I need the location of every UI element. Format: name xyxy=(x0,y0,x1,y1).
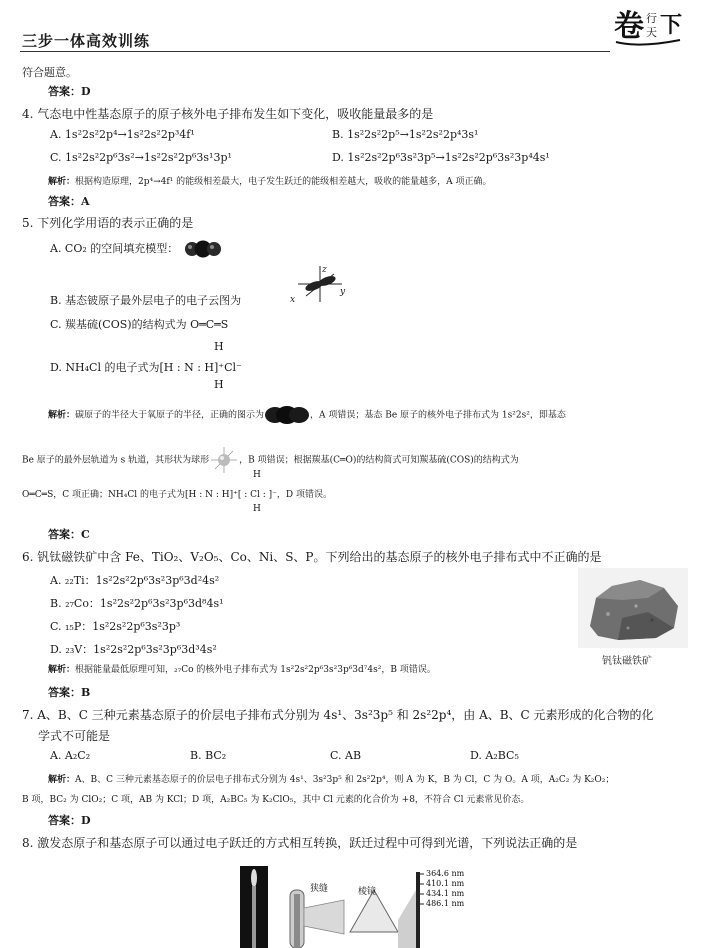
s-orbital-sphere-icon xyxy=(209,445,239,475)
q5-analysis-text-3b: ，D 项错误。 xyxy=(276,490,332,500)
q4-analysis-text: 根据构造原理，2p⁴→4f¹ 的能级相差最大，电子发生跃迁的能级相差越大，吸收的能量越多，A 项正确。 xyxy=(75,177,492,187)
q5-analysis-text-2b: ，B 项错误；根据羰基(C═O)的结构简式可知羰基硫(COS)的结构式为 xyxy=(239,455,519,466)
q5-analysis-line-1 xyxy=(48,406,566,424)
analysis-nh4cl-top-h: H xyxy=(253,470,261,480)
q6-analysis-text: 根据能量最低原理可知，₂₇Co 的核外电子排布式为 1s²2s²2p⁶3s²3p⁶3d⁷4s²，B 项错误。 xyxy=(75,665,436,675)
q4-answer: 答案：A xyxy=(48,195,90,208)
q5-analysis-text-1b: ，A 项错误；基态 Be 原子的核外电子排布式为 1s²2s²，即基态 xyxy=(310,410,566,421)
q5-analysis-text-2: Be 原子的最外层轨道为 s 轨道，其形状为球形 xyxy=(22,455,210,466)
q6-option-c: C. ₁₅P：1s²2s²2p⁶3s²3p³ xyxy=(50,620,181,633)
slit-label: 狭缝 xyxy=(310,884,329,894)
q6-option-b: B. ₂₇Co：1s²2s²2p⁶3s²3p⁶3d⁸4s¹ xyxy=(50,597,224,610)
analysis-label: 解析： xyxy=(48,177,76,187)
q7-analysis-line-1 xyxy=(48,772,614,785)
analysis-label: 解析： xyxy=(48,665,76,675)
analysis-nh4cl-bottom-h: H xyxy=(253,504,261,514)
intro-answer: 答案：D xyxy=(48,85,91,98)
brand-logo xyxy=(610,2,688,48)
q7-option-d: D. A₂BC₅ xyxy=(470,749,519,762)
cos-structural-formula: O═C═S xyxy=(190,318,229,331)
intro-line: 符合题意。 xyxy=(22,66,77,79)
svg-text:天: 天 xyxy=(646,26,657,39)
nh4cl-bottom-h: H xyxy=(214,378,224,391)
q7-option-b: B. BC₂ xyxy=(190,749,227,762)
q7-answer: 答案：D xyxy=(48,814,91,827)
wavelength-label: 486.1 nm xyxy=(426,899,465,908)
q5-analysis-line-2 xyxy=(22,445,519,475)
q5-option-b: B. 基态铍原子最外层电子的电子云图为 xyxy=(50,294,242,307)
q4-option-b: B. 1s²2s²2p⁵→1s²2s²2p⁴3s¹ xyxy=(332,128,479,141)
answer-label: 答案 xyxy=(48,85,70,98)
axis-y-label: y xyxy=(340,287,346,297)
header-rule xyxy=(20,51,610,52)
q5-analysis-text-3a: O═C═S，C 项正确；NH₄Cl 的电子式为 xyxy=(22,490,185,500)
p-orbital-diagram xyxy=(290,262,350,304)
q5-answer: 答案：C xyxy=(48,528,90,541)
svg-text:下: 下 xyxy=(660,12,683,38)
nh4cl-electron-formula: [H : N : H]⁺Cl⁻ xyxy=(159,361,242,374)
axis-x-label: x xyxy=(290,295,296,304)
answer-value: D xyxy=(81,85,91,98)
q6-answer: 答案：B xyxy=(48,686,91,699)
header-title: 三步一体高效训练 xyxy=(22,32,151,50)
q4-option-c: C. 1s²2s²2p⁶3s²→1s²2s²2p⁶3s¹3p¹ xyxy=(50,151,232,164)
q6-option-d: D. ₂₃V：1s²2s²2p⁶3s²3p⁶3d³4s² xyxy=(50,643,217,656)
q5-option-a xyxy=(50,240,224,258)
ore-photo-caption: 钒钛磁铁矿 xyxy=(602,656,652,667)
wavelength-label: 434.1 nm xyxy=(426,889,465,898)
q8-stem: 8. 激发态原子和基态原子可以通过电子跃迁的方式相互转换，跃迁过程中可得到光谱，下列说法正确的是 xyxy=(22,836,578,850)
q7-option-a: A. A₂C₂ xyxy=(50,749,91,762)
q4-option-d: D. 1s²2s²2p⁶3s²3p⁵→1s²2s²2p⁶3s²3p⁴4s¹ xyxy=(332,151,550,164)
q6-stem: 6. 钒钛磁铁矿中含 Fe、TiO₂、V₂O₅、Co、Ni、S、P。下列给出的基态原子的核外电子排布式中不正确的是 xyxy=(22,550,602,564)
q7-stem-line-1: 7. A、B、C 三种元素基态原子的价层电子排布式分别为 4s¹、3s²3p⁵ 和 2s²2p⁴，由 A、B、C 元素形成的化合物的化 xyxy=(22,708,654,722)
co2-space-filling-model-icon xyxy=(182,240,224,258)
q4-stem: 4. 气态电中性基态原子的原子核外电子排布发生如下变化，吸收能量最多的是 xyxy=(22,107,434,121)
wavelength-label: 410.1 nm xyxy=(426,879,465,888)
q7-stem-line-2: 学式不可能是 xyxy=(38,729,111,743)
analysis-nh4cl-formula: [H : N : H]⁺[ : Cl : ]⁻ xyxy=(184,490,277,500)
q4-option-a: A. 1s²2s²2p⁴→1s²2s²2p³4f¹ xyxy=(50,128,195,141)
q6-analysis xyxy=(48,662,436,675)
prism-label: 棱镜 xyxy=(358,887,377,897)
wavelength-label: 364.6 nm xyxy=(426,869,465,878)
analysis-label: 解析： xyxy=(48,775,76,785)
svg-text:行: 行 xyxy=(646,12,657,25)
q5-option-c-text: C. 羰基硫(COS)的结构式为 xyxy=(50,318,187,331)
q7-option-c: C. AB xyxy=(330,749,362,762)
co2-correct-model-icon xyxy=(264,406,310,424)
q5-stem: 5. 下列化学用语的表示正确的是 xyxy=(22,216,194,230)
nh4cl-top-h: H xyxy=(214,340,224,353)
q5-analysis-text-1: 碳原子的半径大于氧原子的半径，正确的图示为 xyxy=(75,410,265,421)
q5-option-c xyxy=(50,316,228,332)
axis-z-label: z xyxy=(322,265,327,275)
q5-option-d-text: D. NH₄Cl 的电子式为 xyxy=(50,361,160,374)
q5-option-a-text: A. CO₂ 的空间填充模型： xyxy=(50,242,179,255)
q7-analysis-line-2: B 项，BC₂ 为 ClO₂；C 项，AB 为 KCl；D 项，A₂BC₅ 为 K₂ClO₅，其中 Cl 元素的化合价为 +8，不符合 Cl 元素常见价态。 xyxy=(22,795,530,805)
q5-option-d xyxy=(50,359,242,375)
ore-photo xyxy=(578,568,688,648)
q5-analysis-line-3 xyxy=(22,487,332,500)
q6-option-a: A. ₂₂Ti：1s²2s²2p⁶3s²3p⁶3d²4s² xyxy=(50,574,220,587)
spectroscope-diagram xyxy=(240,860,490,948)
svg-text:卷: 卷 xyxy=(614,9,644,44)
q4-analysis xyxy=(48,174,492,187)
q7-analysis-text-1: A、B、C 三种元素基态原子的价层电子排布式分别为 4s¹、3s²3p⁵ 和 2s²2p⁴，则 A 为 K，B 为 Cl，C 为 O。A 项，A₂C₂ 为 K₂O₂； xyxy=(75,775,615,785)
analysis-label: 解析： xyxy=(48,410,76,421)
